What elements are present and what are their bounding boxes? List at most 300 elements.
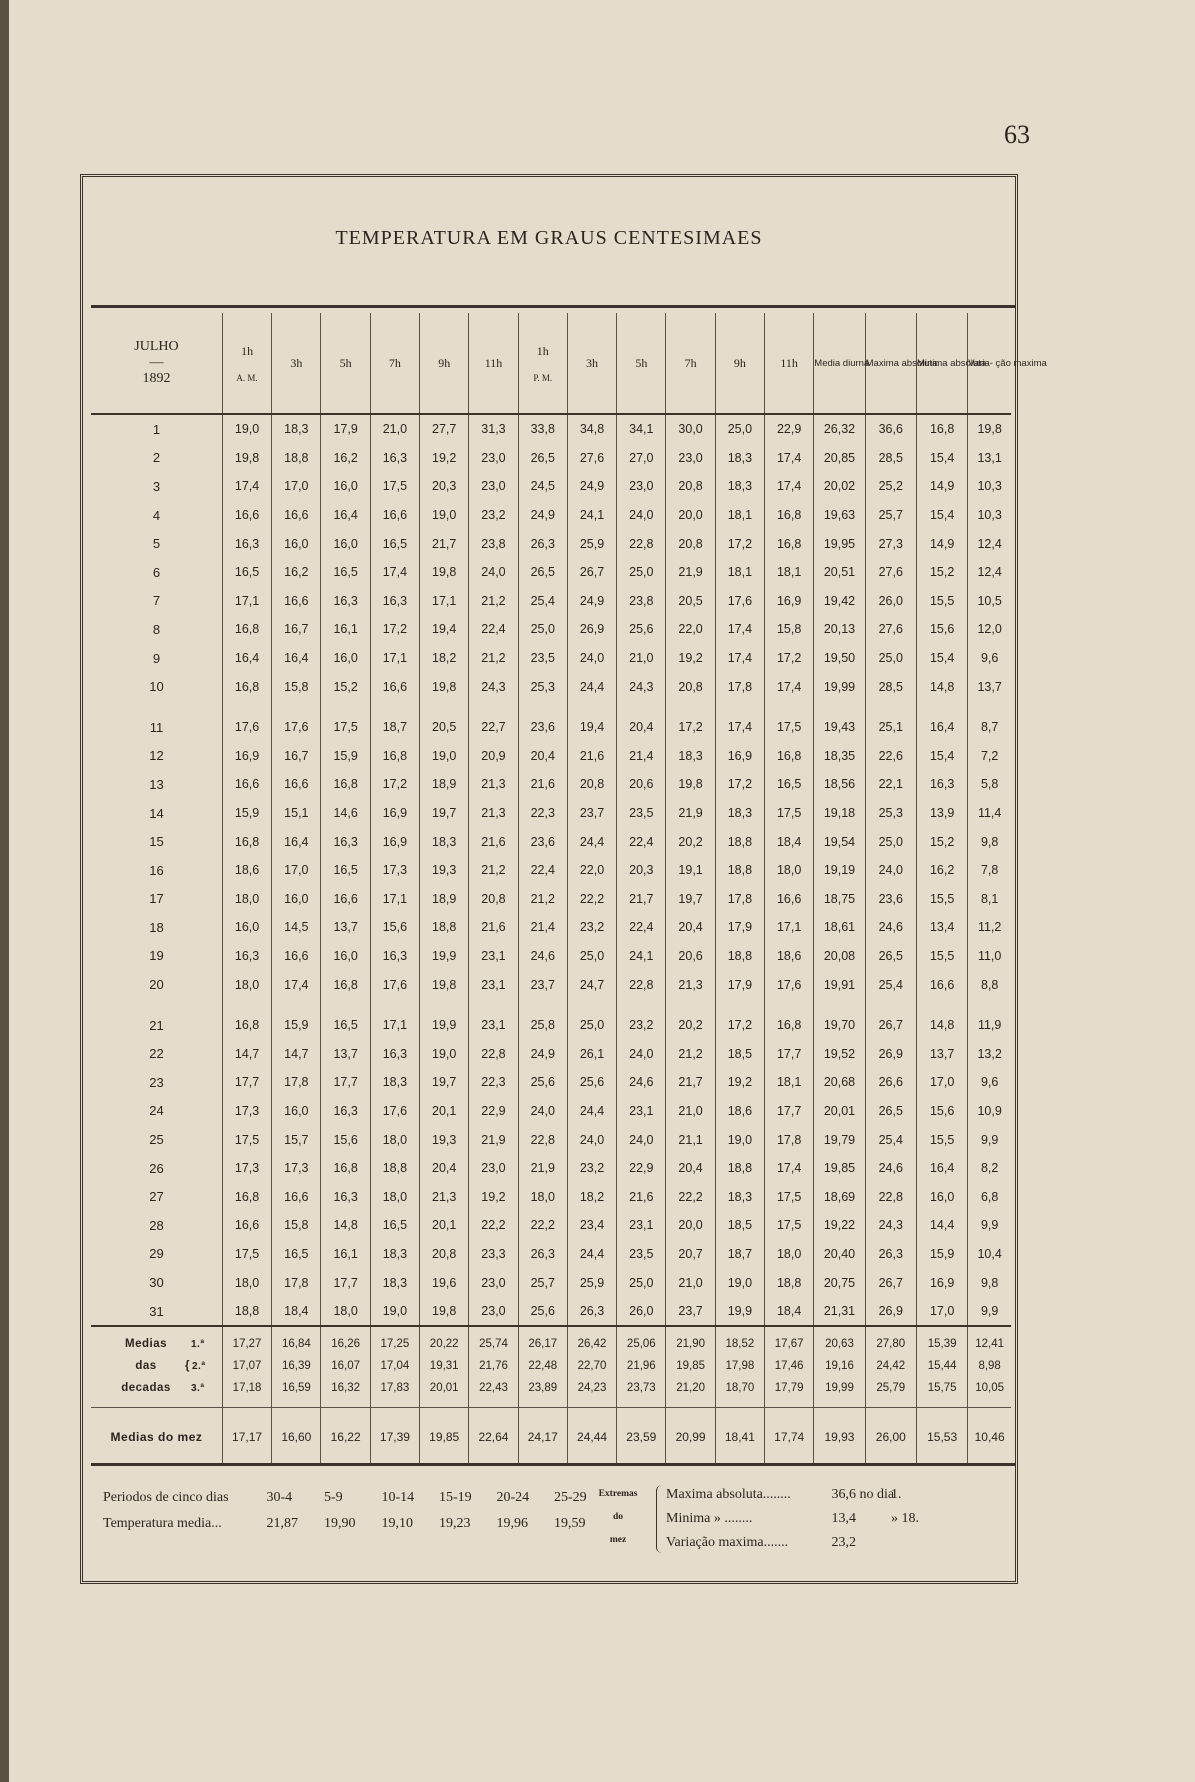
decade-value: 16,39: [272, 1355, 321, 1377]
value-cell: 18,35: [814, 742, 865, 771]
value-cell: 20,4: [666, 913, 715, 942]
value-cell: 19,95: [814, 529, 865, 558]
value-cell: 24,3: [617, 672, 666, 701]
value-cell: 22,8: [865, 1182, 916, 1211]
value-cell: 23,0: [469, 1154, 518, 1183]
value-cell: 17,8: [272, 1068, 321, 1097]
value-cell: 25,6: [567, 1068, 616, 1097]
value-cell: 19,54: [814, 827, 865, 856]
value-cell: 21,9: [518, 1154, 567, 1183]
value-cell: 25,3: [865, 799, 916, 828]
value-cell: 18,8: [715, 856, 764, 885]
extremas-rows: [666, 1483, 919, 1555]
value-cell: 24,6: [865, 1154, 916, 1183]
value-cell: 13,7: [968, 672, 1011, 701]
gap-cell: [518, 701, 567, 713]
table-row: [91, 1125, 1011, 1154]
value-cell: 13,9: [916, 799, 967, 828]
periods-block: [103, 1485, 608, 1537]
value-cell: 17,0: [916, 1068, 967, 1097]
value-cell: 9,9: [968, 1125, 1011, 1154]
value-cell: 18,0: [222, 970, 271, 999]
decade-value: 25,06: [617, 1326, 666, 1355]
table-row: [91, 1240, 1011, 1269]
value-cell: 23,3: [469, 1240, 518, 1269]
value-cell: 18,4: [765, 1297, 814, 1327]
decade-value: 16,84: [272, 1326, 321, 1355]
value-cell: 16,8: [222, 827, 271, 856]
day-cell: 21: [149, 1017, 164, 1033]
table-row: [91, 1154, 1011, 1183]
value-cell: 17,4: [765, 444, 814, 473]
value-cell: 31,3: [469, 414, 518, 444]
value-cell: 17,9: [715, 913, 764, 942]
value-cell: 19,0: [715, 1125, 764, 1154]
value-cell: 17,5: [321, 713, 370, 742]
hour-header-text: 7h: [684, 355, 697, 370]
value-cell: 26,3: [518, 1240, 567, 1269]
gap-cell: [420, 999, 469, 1011]
value-cell: 18,61: [814, 913, 865, 942]
value-cell: 16,2: [272, 558, 321, 587]
decade-value: 19,85: [666, 1355, 715, 1377]
value-cell: 22,4: [518, 856, 567, 885]
extremas-row: [666, 1507, 919, 1531]
gap-cell: [272, 999, 321, 1011]
decade-value: 17,98: [715, 1355, 764, 1377]
value-cell: 18,0: [222, 1268, 271, 1297]
value-cell: 22,3: [469, 1068, 518, 1097]
table-row: [91, 942, 1011, 971]
value-cell: 18,4: [765, 827, 814, 856]
value-cell: 21,9: [469, 1125, 518, 1154]
value-cell: 20,5: [666, 587, 715, 616]
value-cell: 25,0: [518, 615, 567, 644]
period-value: 5-9: [324, 1490, 343, 1505]
value-cell: 21,4: [518, 913, 567, 942]
decade-value: 16,26: [321, 1326, 370, 1355]
value-cell: 16,8: [765, 501, 814, 530]
value-cell: 24,9: [567, 587, 616, 616]
temperature-line: [103, 1511, 608, 1537]
value-cell: 19,2: [715, 1068, 764, 1097]
value-cell: 19,79: [814, 1125, 865, 1154]
value-cell: 16,3: [321, 1097, 370, 1126]
value-cell: 25,0: [567, 942, 616, 971]
value-cell: 18,8: [370, 1154, 419, 1183]
value-cell: 16,3: [321, 587, 370, 616]
table-row: [91, 672, 1011, 701]
value-cell: 17,3: [222, 1097, 271, 1126]
periods-line: [103, 1485, 608, 1511]
value-cell: 15,4: [916, 501, 967, 530]
value-cell: 24,4: [567, 827, 616, 856]
temp-value: 19,59: [554, 1516, 586, 1531]
value-cell: 14,6: [321, 799, 370, 828]
value-cell: 18,8: [715, 942, 764, 971]
value-cell: 24,9: [518, 501, 567, 530]
extremas-label-3: mez: [609, 1535, 627, 1545]
value-cell: 25,9: [567, 529, 616, 558]
day-cell: 22: [149, 1046, 164, 1062]
value-cell: 17,2: [765, 644, 814, 673]
table-row: [91, 1097, 1011, 1126]
decade-value: 21,76: [469, 1355, 518, 1377]
value-cell: 16,6: [272, 942, 321, 971]
value-cell: 17,6: [272, 713, 321, 742]
decade-label: Medias: [125, 1338, 167, 1351]
value-cell: 19,22: [814, 1211, 865, 1240]
month-mean-value: 24,44: [567, 1408, 616, 1467]
value-cell: 14,4: [916, 1211, 967, 1240]
value-cell: 17,4: [715, 615, 764, 644]
gap-cell: [666, 701, 715, 713]
value-cell: 19,4: [420, 615, 469, 644]
month-label: JULHO: [134, 339, 179, 354]
value-cell: 18,3: [272, 414, 321, 444]
value-cell: 20,6: [666, 942, 715, 971]
value-cell: 23,1: [469, 942, 518, 971]
value-cell: 17,2: [715, 1011, 764, 1040]
value-cell: 22,2: [666, 1182, 715, 1211]
value-cell: 18,2: [420, 644, 469, 673]
gap-cell: [321, 999, 370, 1011]
value-cell: 16,4: [916, 1154, 967, 1183]
value-cell: 24,0: [469, 558, 518, 587]
gap-cell: [567, 701, 616, 713]
value-cell: 16,8: [765, 529, 814, 558]
value-cell: 16,5: [321, 1011, 370, 1040]
gap-cell: [222, 701, 271, 713]
value-cell: 8,1: [968, 885, 1011, 914]
value-cell: 23,1: [617, 1211, 666, 1240]
value-cell: 9,6: [968, 644, 1011, 673]
value-cell: 16,0: [321, 644, 370, 673]
value-cell: 20,9: [469, 742, 518, 771]
value-cell: 16,6: [916, 970, 967, 999]
value-cell: 26,5: [865, 942, 916, 971]
day-cell: 23: [149, 1074, 164, 1090]
value-cell: 26,0: [865, 587, 916, 616]
value-cell: 24,9: [518, 1039, 567, 1068]
hour-header: [272, 313, 321, 414]
value-cell: 13,7: [916, 1039, 967, 1068]
value-cell: 27,0: [617, 444, 666, 473]
value-cell: 13,7: [321, 1039, 370, 1068]
value-cell: 14,8: [321, 1211, 370, 1240]
value-cell: 20,2: [666, 827, 715, 856]
value-cell: 18,8: [420, 913, 469, 942]
value-cell: 15,8: [272, 672, 321, 701]
value-cell: 15,5: [916, 942, 967, 971]
decade-value: 25,79: [865, 1377, 916, 1408]
value-cell: 15,8: [272, 1211, 321, 1240]
value-cell: 26,9: [865, 1297, 916, 1327]
value-cell: 16,3: [370, 942, 419, 971]
decade-value: 27,80: [865, 1326, 916, 1355]
table-row: [91, 529, 1011, 558]
month-mean-value: 16,22: [321, 1408, 370, 1467]
day-cell: 16: [149, 862, 164, 878]
value-cell: 20,3: [420, 472, 469, 501]
extremas-key: Minima » ........: [666, 1511, 753, 1526]
value-cell: 15,9: [272, 1011, 321, 1040]
period-value: 30-4: [266, 1490, 293, 1505]
value-cell: 16,6: [222, 1211, 271, 1240]
decade-value: 19,99: [814, 1377, 865, 1408]
month-mean-label: Medias do mez: [91, 1408, 222, 1467]
value-cell: 16,4: [272, 644, 321, 673]
value-cell: 21,6: [567, 742, 616, 771]
value-cell: 25,6: [518, 1068, 567, 1097]
value-cell: 19,0: [420, 1039, 469, 1068]
value-cell: 25,6: [617, 615, 666, 644]
decade-value: 16,07: [321, 1355, 370, 1377]
media-diurna-header-text: Media diurna: [814, 357, 870, 369]
value-cell: 22,2: [469, 1211, 518, 1240]
hour-header: [567, 313, 616, 414]
value-cell: 15,5: [916, 885, 967, 914]
day-cell: 14: [149, 805, 164, 821]
value-cell: 16,7: [272, 742, 321, 771]
value-cell: 17,4: [715, 713, 764, 742]
gap-cell: [420, 701, 469, 713]
decade-value: 16,32: [321, 1377, 370, 1408]
value-cell: 23,7: [666, 1297, 715, 1327]
value-cell: 23,0: [469, 472, 518, 501]
value-cell: 17,5: [765, 1182, 814, 1211]
value-cell: 34,1: [617, 414, 666, 444]
pm-label: P. M.: [533, 372, 553, 383]
gap-cell: [715, 999, 764, 1011]
decade-value: 24,23: [567, 1377, 616, 1408]
value-cell: 21,2: [666, 1039, 715, 1068]
period-value: 10-14: [381, 1490, 415, 1505]
decade-value: 10,05: [968, 1377, 1011, 1408]
decade-value: 22,70: [567, 1355, 616, 1377]
value-cell: 17,7: [321, 1068, 370, 1097]
value-cell: 19,7: [666, 885, 715, 914]
temp-value: 19,10: [381, 1516, 413, 1531]
value-cell: 16,8: [222, 1182, 271, 1211]
decade-number: 1.ª: [191, 1339, 205, 1351]
value-cell: 23,7: [567, 799, 616, 828]
value-cell: 12,4: [968, 529, 1011, 558]
value-cell: 17,4: [765, 472, 814, 501]
gap-cell: [968, 999, 1011, 1011]
maxima-absoluta-header: [865, 313, 938, 414]
value-cell: 17,4: [765, 1154, 814, 1183]
extremas-extra: 1.: [891, 1487, 902, 1502]
decade-mean-row: [91, 1377, 1011, 1408]
hour-header-text: 5h: [635, 355, 648, 370]
value-cell: 15,9: [321, 742, 370, 771]
value-cell: 25,0: [617, 1268, 666, 1297]
table-row: [91, 827, 1011, 856]
value-cell: 17,9: [321, 414, 370, 444]
day-cell: 6: [152, 564, 161, 580]
table-row: [91, 644, 1011, 673]
decade-value: 12,41: [968, 1326, 1011, 1355]
table-row: [91, 713, 1011, 742]
value-cell: 23,5: [617, 799, 666, 828]
decade-label: das: [135, 1360, 157, 1373]
value-cell: 23,2: [469, 501, 518, 530]
decade-value: 17,18: [222, 1377, 271, 1408]
value-cell: 23,2: [617, 1011, 666, 1040]
gap-cell: [968, 701, 1011, 713]
decade-value: 21,90: [666, 1326, 715, 1355]
table-row: [91, 913, 1011, 942]
decade-mean-row: [91, 1355, 1011, 1377]
temp-value: 19,23: [439, 1516, 471, 1531]
month-mean-value: 16,60: [272, 1408, 321, 1467]
value-cell: 16,8: [222, 672, 271, 701]
value-cell: 16,2: [916, 856, 967, 885]
decade-value: 17,46: [765, 1355, 814, 1377]
value-cell: 23,8: [469, 529, 518, 558]
value-cell: 16,3: [222, 529, 271, 558]
value-cell: 17,4: [222, 472, 271, 501]
value-cell: 19,8: [420, 672, 469, 701]
value-cell: 16,3: [222, 942, 271, 971]
hour-header: [715, 313, 764, 414]
value-cell: 16,8: [765, 1011, 814, 1040]
value-cell: 9,8: [968, 827, 1011, 856]
day-cell: 10: [149, 679, 164, 695]
value-cell: 20,1: [420, 1097, 469, 1126]
month-mean-value: 23,59: [617, 1408, 666, 1467]
value-cell: 17,0: [272, 472, 321, 501]
value-cell: 11,4: [968, 799, 1011, 828]
value-cell: 36,6: [865, 414, 916, 444]
value-cell: 19,9: [715, 1297, 764, 1327]
value-cell: 10,3: [968, 472, 1011, 501]
decade-value: 15,44: [916, 1355, 967, 1377]
value-cell: 20,02: [814, 472, 865, 501]
decade-value: 17,27: [222, 1326, 271, 1355]
value-cell: 16,7: [272, 615, 321, 644]
value-cell: 21,1: [666, 1125, 715, 1154]
value-cell: 16,0: [222, 913, 271, 942]
value-cell: 12,4: [968, 558, 1011, 587]
value-cell: 17,6: [715, 587, 764, 616]
table-row: [91, 742, 1011, 771]
decade-value: 26,42: [567, 1326, 616, 1355]
value-cell: 24,6: [617, 1068, 666, 1097]
temp-value: 19,90: [324, 1516, 356, 1531]
value-cell: 17,6: [222, 713, 271, 742]
day-cell: 2: [152, 450, 161, 466]
day-cell: 12: [149, 748, 164, 764]
value-cell: 19,52: [814, 1039, 865, 1068]
value-cell: 21,0: [370, 414, 419, 444]
value-cell: 24,0: [617, 1125, 666, 1154]
value-cell: 20,1: [420, 1211, 469, 1240]
value-cell: 22,2: [567, 885, 616, 914]
decade-label-cell: [91, 1355, 222, 1377]
value-cell: 16,3: [370, 587, 419, 616]
value-cell: 20,68: [814, 1068, 865, 1097]
month-mean-value: 10,46: [968, 1408, 1011, 1467]
value-cell: 20,8: [420, 1240, 469, 1269]
value-cell: 21,6: [617, 1182, 666, 1211]
value-cell: 23,8: [617, 587, 666, 616]
month-mean-value: 17,74: [765, 1408, 814, 1467]
value-cell: 25,6: [518, 1297, 567, 1327]
value-cell: 18,6: [222, 856, 271, 885]
media-diurna-header: [814, 313, 870, 414]
value-cell: 25,7: [865, 501, 916, 530]
value-cell: 14,8: [916, 1011, 967, 1040]
book-spine: [0, 0, 9, 1782]
table-row: [91, 970, 1011, 999]
value-cell: 8,8: [968, 970, 1011, 999]
value-cell: 21,2: [469, 644, 518, 673]
value-cell: 24,9: [567, 472, 616, 501]
hour-header-text: 11h: [780, 355, 798, 370]
value-cell: 22,4: [469, 615, 518, 644]
table-row: [91, 1039, 1011, 1068]
value-cell: 23,1: [469, 970, 518, 999]
value-cell: 5,8: [968, 770, 1011, 799]
value-cell: 17,3: [370, 856, 419, 885]
value-cell: 19,1: [666, 856, 715, 885]
day-cell: 20: [149, 977, 164, 993]
decade-value: 24,42: [865, 1355, 916, 1377]
value-cell: 16,8: [765, 742, 814, 771]
decade-value: 22,48: [518, 1355, 567, 1377]
value-cell: 25,1: [865, 713, 916, 742]
decade-value: 17,07: [222, 1355, 271, 1377]
value-cell: 22,8: [617, 970, 666, 999]
value-cell: 9,9: [968, 1211, 1011, 1240]
value-cell: 25,0: [567, 1011, 616, 1040]
value-cell: 17,2: [715, 770, 764, 799]
value-cell: 17,8: [715, 885, 764, 914]
temperature-label: Temperatura media...: [103, 1516, 222, 1531]
hour-header-text: 3h: [586, 355, 599, 370]
value-cell: 15,9: [222, 799, 271, 828]
value-cell: 19,63: [814, 501, 865, 530]
gap-cell: [617, 999, 666, 1011]
value-cell: 25,2: [865, 472, 916, 501]
value-cell: 8,7: [968, 713, 1011, 742]
decade-value: 17,04: [370, 1355, 419, 1377]
value-cell: 16,0: [916, 1182, 967, 1211]
value-cell: 19,4: [567, 713, 616, 742]
table-row: [91, 472, 1011, 501]
temperature-table: [91, 313, 1047, 1466]
extremas-extra: » 18.: [891, 1511, 919, 1526]
value-cell: 10,5: [968, 587, 1011, 616]
value-cell: 15,4: [916, 644, 967, 673]
value-cell: 10,9: [968, 1097, 1011, 1126]
value-cell: 20,13: [814, 615, 865, 644]
value-cell: 27,7: [420, 414, 469, 444]
month-mean-value: 15,53: [916, 1408, 967, 1467]
value-cell: 25,3: [518, 672, 567, 701]
hour-header-text: 5h: [339, 355, 352, 370]
day-cell: 1: [152, 421, 161, 437]
period-value: 20-24: [496, 1490, 530, 1505]
page-number: 63: [1004, 120, 1030, 149]
value-cell: 17,2: [370, 770, 419, 799]
value-cell: 19,91: [814, 970, 865, 999]
value-cell: 19,42: [814, 587, 865, 616]
value-cell: 23,0: [469, 444, 518, 473]
value-cell: 33,8: [518, 414, 567, 444]
